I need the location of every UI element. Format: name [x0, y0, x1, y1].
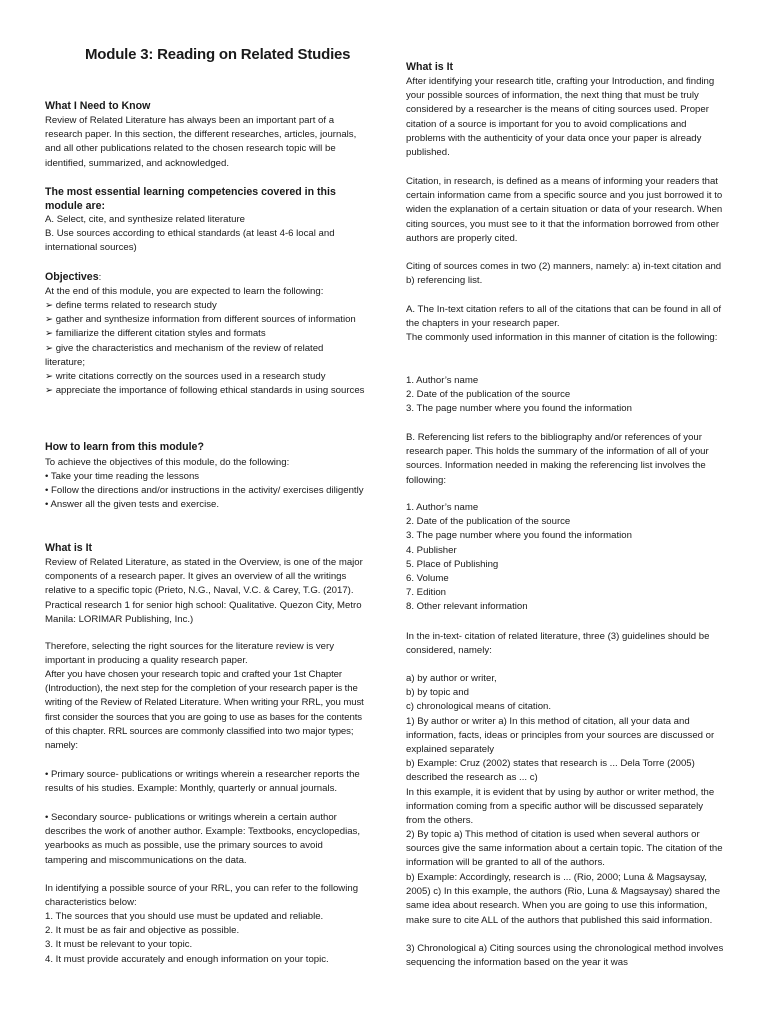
objective-item: ➢ give the characteristics and mechanism of the review of related literature;: [45, 342, 324, 368]
in-text-info-list: [406, 374, 724, 417]
competency-item: A. Select, cite, and synthesize related literature: [45, 214, 245, 225]
objectives-list: [45, 299, 365, 398]
chronological-paragraph: 3) Chronological a) Citing sources using the chronological method involves sequencing the information based on the year it was: [406, 943, 724, 969]
objectives-intro: At the end of this module, you are expected to learn the following:: [45, 286, 324, 297]
referencing-info-item: 5. Place of Publishing: [406, 558, 499, 570]
how-to-learn-item: • Follow the directions and/or instructions in the activity/ exercises diligently: [45, 485, 364, 497]
identify-item: 4. It must provide accurately and enough information on your topic.: [45, 953, 329, 965]
objective-item: ➢ familiarize the different citation styles and formats: [45, 328, 266, 340]
how-to-learn-item: • Take your time reading the lessons: [45, 471, 200, 482]
identify-item: 3. It must be relevant to your topic.: [45, 939, 193, 951]
what-i-need-heading: What I Need to Know: [45, 100, 151, 112]
referencing-info-item: 7. Edition: [406, 587, 447, 599]
selecting-sources-paragraph: Therefore, selecting the right sources for the literature review is very important in producing a quality research paper.: [45, 641, 335, 667]
identify-item: 2. It must be as fair and objective as possible.: [45, 925, 240, 937]
how-to-learn-heading: How to learn from this module?: [45, 441, 204, 453]
competencies-list: [45, 213, 365, 256]
referencing-list-paragraph: B. Referencing list refers to the bibliography and/or references of your research paper. This holds the summary of the information of all of your sources. Information needed in making the referencing list involves the following:: [406, 432, 709, 486]
identify-sources-intro: In identifying a possible source of your RRL, you can refer to the following characteristics below:: [45, 883, 359, 909]
what-is-it-heading-right: What is It: [406, 61, 454, 73]
by-author-paragraph: 1) By author or writer a) In this method of citation, all your data and information, facts, ideas or principles from your sources are discussed or explained separately: [406, 716, 715, 756]
how-to-learn-item: • Answer all the given tests and exercise.: [45, 499, 220, 511]
referencing-info-item: 6. Volume: [406, 573, 449, 585]
objectives-colon: :: [98, 272, 102, 283]
objectives-heading: Objectives: [45, 271, 99, 283]
referencing-info-item: 1. Author’s name: [406, 502, 479, 513]
referencing-info-item: 2. Date of the publication of the source: [406, 516, 571, 528]
guidelines-list: [406, 672, 724, 715]
module-title: Module 3: Reading on Related Studies: [85, 46, 351, 63]
guideline-item: b) by topic and: [406, 687, 469, 699]
referencing-info-item: 3. The page number where you found the information: [406, 530, 632, 542]
identify-item: 1. The sources that you should use must be updated and reliable.: [45, 911, 324, 922]
guideline-item: a) by author or writer,: [406, 673, 497, 684]
referencing-info-list: [406, 501, 724, 615]
what-is-it-heading-left: What is It: [45, 542, 93, 554]
rrl-writing-paragraph: After you have chosen your research topic and crafted your 1st Chapter (Introduction), the next step for the completion of your research paper is the writing of the Review of Related Literature. When writing your RRL, you must first consider the sources that you are going to use as bases for the contents of this chapter. RRL sources are commonly classified into two major types; namely:: [45, 669, 364, 752]
in-text-info-item: 3. The page number where you found the information: [406, 403, 632, 415]
objective-item: ➢ define terms related to research study: [45, 300, 217, 311]
what-i-need-text: Review of Related Literature has always been an important part of a research paper. In this section, the different researches, articles, journals, and all other publications related to the chosen research topic will be identified, summarized, and acknowledged.: [45, 115, 357, 169]
in-text-info-item: 1. Author’s name: [406, 375, 479, 386]
objective-item: ➢ write citations correctly on the sources used in a research study: [45, 371, 326, 383]
by-topic-paragraph: 2) By topic a) This method of citation is used when several authors or sources give the same information about a certain topic. The citation of the information will be granted to all of the authors.: [406, 829, 723, 869]
objective-item: ➢ appreciate the importance of following ethical standards in using sources: [45, 385, 365, 397]
rrl-overview-paragraph: Review of Related Literature, as stated in the Overview, is one of the major components of a research paper. It gives an overview of all the writings relative to a specific topic (Prieto, N.G., Naval, V.C. & Carey, T.G. (2017). Practical research 1 for senior high school: Qualitative. Quezon City, Metro Manila: LORIMAR Publishing, Inc.): [45, 557, 363, 625]
competencies-heading: The most essential learning competencies covered in this module are:: [45, 186, 336, 212]
citing-manners-paragraph: Citing of sources comes in two (2) manners, namely: a) in-text citation and b) referencing list.: [406, 261, 722, 287]
guideline-item: c) chronological means of citation.: [406, 701, 552, 713]
referencing-info-item: 8. Other relevant information: [406, 601, 528, 613]
objective-item: ➢ gather and synthesize information from different sources of information: [45, 314, 356, 326]
citing-means-paragraph: After identifying your research title, crafting your Introduction, and finding your possible sources of information, the next thing that must be truly considered by a researcher is the means of citing sources used. Proper citation of a source is important for you to avoid complications and problems with the authenticity of your data once your paper is already published.: [406, 76, 715, 159]
secondary-source-item: • Secondary source- publications or writings wherein a certain author describes the work of another author. Example: Textbooks, encyclopedias, yearbooks as much as possible, use the primary sources to avoid tampering and miscommunications on the data.: [45, 812, 360, 866]
identify-sources-list: [45, 910, 365, 967]
citation-definition-paragraph: Citation, in research, is defined as a means of informing your readers that certain information came from a specific source and you just borrowed it to widen the explanation of a certain situation or data of your research. When citing sources, you must see to it that the information borrowed from other authors are properly cited.: [406, 176, 723, 244]
guidelines-intro-paragraph: In the in-text- citation of related literature, three (3) guidelines should be considered, namely:: [406, 631, 710, 657]
by-author-example: b) Example: Cruz (2002) states that research is ... Dela Torre (2005) described the research as ... c): [406, 758, 695, 784]
in-text-info-paragraph: The commonly used information in this manner of citation is the following:: [406, 332, 718, 343]
referencing-info-item: 4. Publisher: [406, 544, 457, 556]
objectives-heading-line: [45, 270, 365, 285]
in-text-citation-paragraph: A. The In-text citation refers to all of the citations that can be found in all of the chapters in your research paper.: [406, 304, 721, 330]
by-author-explanation: In this example, it is evident that by using by author or writer method, the information coming from a specific author will be discussed separately from the others.: [406, 787, 715, 827]
by-topic-example: b) Example: Accordingly, research is ... (Rio, 2000; Luna & Magsaysay, 2005) c) In this example, the authors (Rio, Luna & Magsaysay) shared the same idea about research. When you are going to use this information, make sure to cite ALL of the authors that published this said information.: [406, 872, 721, 926]
competency-item: B. Use sources according to ethical standards (at least 4-6 local and international sources): [45, 228, 335, 254]
how-to-learn-intro: To achieve the objectives of this module, do the following:: [45, 457, 290, 468]
in-text-info-item: 2. Date of the publication of the source: [406, 389, 571, 401]
primary-source-item: • Primary source- publications or writings wherein a researcher reports the results of his studies. Example: Monthly, quarterly or annual journals.: [45, 769, 360, 795]
how-to-learn-list: [45, 470, 365, 513]
